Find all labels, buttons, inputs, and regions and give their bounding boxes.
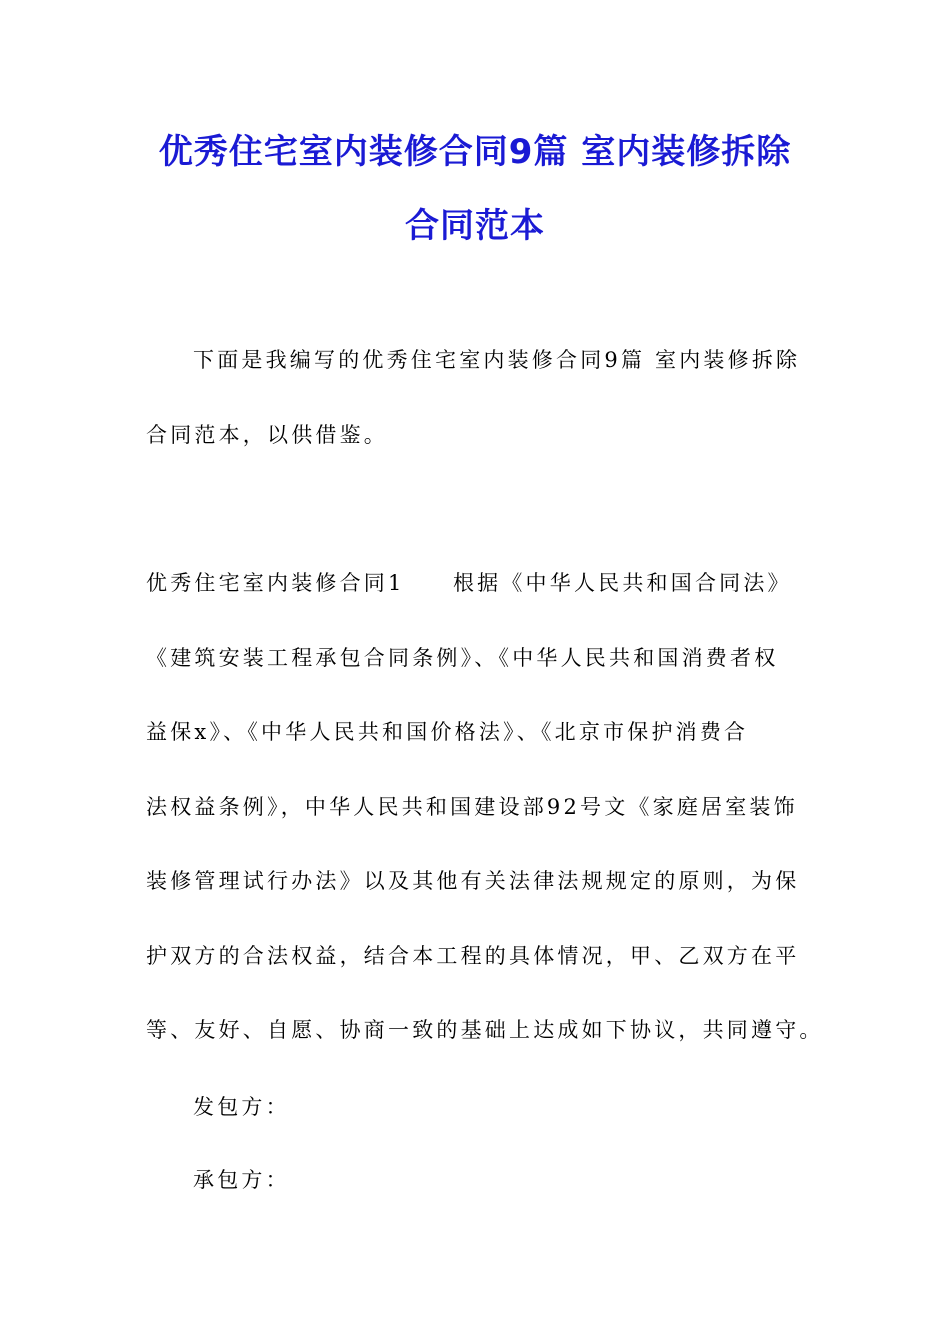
body-line-6: 护双方的合法权益，结合本工程的具体情况，甲、乙双方在平	[146, 944, 800, 968]
body-line-1: 优秀住宅室内装修合同1 根据《中华人民共和国合同法》	[146, 571, 792, 595]
intro-line-2: 合同范本，以供借鉴。	[146, 423, 388, 447]
party-a-label: 发包方：	[193, 1095, 290, 1119]
body-line-7: 等、友好、自愿、协商一致的基础上达成如下协议，共同遵守。	[146, 1018, 824, 1042]
body-line-3: 益保x》、《中华人民共和国价格法》、《北京市保护消费合	[146, 720, 749, 744]
intro-line-1: 下面是我编写的优秀住宅室内装修合同9篇 室内装修拆除	[193, 348, 801, 372]
document-title-line-1: 优秀住宅室内装修合同9篇 室内装修拆除	[158, 132, 792, 172]
body-line-4: 法权益条例》，中华人民共和国建设部92号文《家庭居室装饰	[146, 795, 798, 819]
document-title-line-2: 合同范本	[405, 206, 545, 246]
party-b-label: 承包方：	[193, 1168, 290, 1192]
body-line-5: 装修管理试行办法》以及其他有关法律法规规定的原则，为保	[146, 869, 800, 893]
body-line-2: 《建筑安装工程承包合同条例》、《中华人民共和国消费者权	[146, 646, 779, 670]
